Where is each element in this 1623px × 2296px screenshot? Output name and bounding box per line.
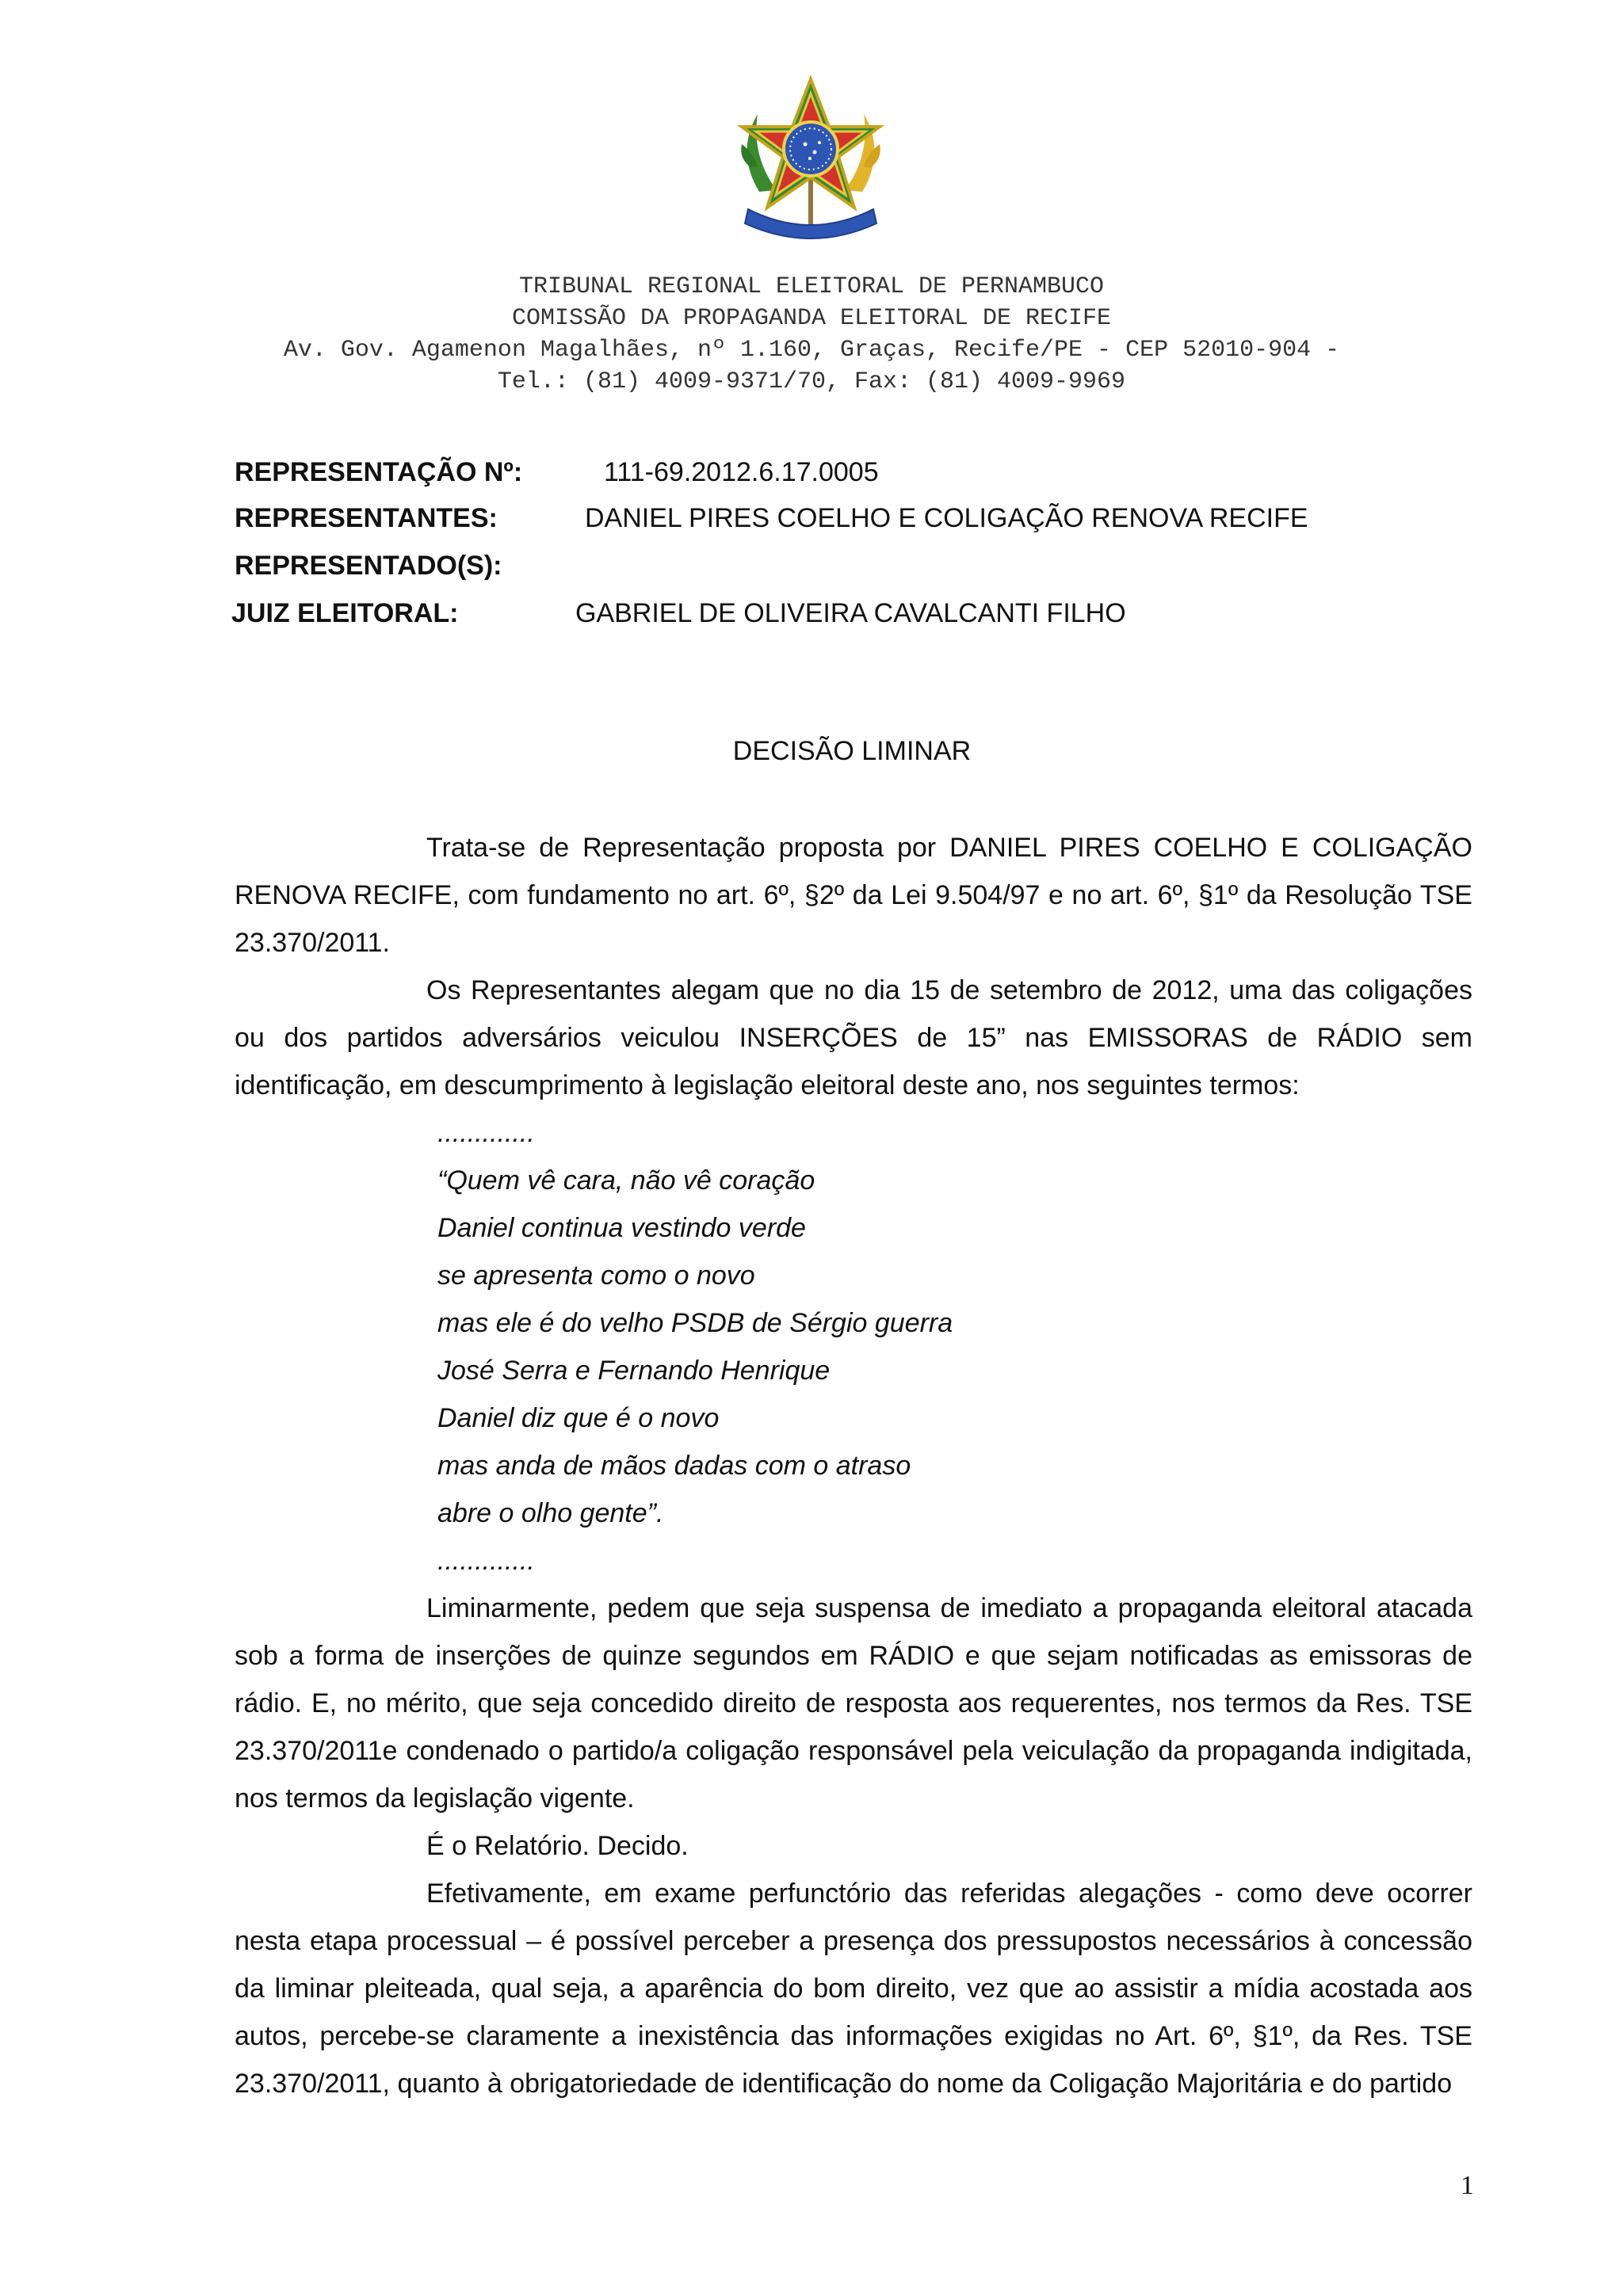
paragraph: Efetivamente, em exame perfunctório das referidas alegações - como deve ocorrer nesta etapa processual – é possível perceber a presença dos pressupostos necessários à concessão da liminar pleiteada, qual seja, a aparência do bom direito, vez que ao assistir a mídia acostada aos autos, percebe-se claramente a inexistência das informações exigidas no Art. 6º, §1º, da Res. TSE 23.370/2011, quanto à obrigatoriedade de identificação do nome da Coligação Majoritária e do partido — [235, 1878, 1472, 2099]
representados-label: REPRESENTADO(S): — [235, 551, 502, 581]
quote-line: se apresenta como o novo — [437, 1261, 755, 1291]
quote-line: ............. — [437, 1546, 535, 1576]
quote-line: mas ele é do velho PSDB de Sérgio guerra — [437, 1308, 953, 1338]
representantes-value: DANIEL PIRES COELHO E COLIGAÇÃO RENOVA RECIFE — [585, 503, 1308, 533]
header-line-2: COMISSÃO DA PROPAGANDA ELEITORAL DE RECIFE — [511, 305, 1112, 332]
representacao-value: 111-69.2012.6.17.0005 — [604, 457, 879, 487]
page-number: 1 — [1461, 2171, 1474, 2200]
quoted-jingle — [235, 1109, 1472, 1585]
representantes-label: REPRESENTANTES: — [235, 503, 498, 533]
paragraph: Liminarmente, pedem que seja suspensa de imediato a propaganda eleitoral atacada sob a forma de inserções de quinze segundos em RÁDIO e que sejam notificadas as emissoras de rádio. E, no mérito, que seja concedido direito de resposta aos requerentes, nos termos da Res. TSE 23.370/2011e condenado o partido/a coligação responsável pela veiculação da propaganda indigitada, nos termos da legislação vigente. — [235, 1593, 1472, 1814]
header-line-3: Av. Gov. Agamenon Magalhães, nº 1.160, Graças, Recife/PE - CEP 52010-904 - — [283, 337, 1340, 364]
paragraph: Os Representantes alegam que no dia 15 de setembro de 2012, uma das coligações ou dos partidos adversários veiculou INSERÇÕES de 15” nas EMISSORAS de RÁDIO sem identificação, em descumprimento à legislação eleitoral deste ano, nos seguintes termos: — [235, 975, 1472, 1100]
document-body — [235, 824, 1472, 2107]
paragraph: É o Relatório. Decido. — [426, 1831, 689, 1861]
paragraph: Trata-se de Representação proposta por DANIEL PIRES COELHO E COLIGAÇÃO RENOVA RECIFE, com fundamento no art. 6º, §2º da Lei 9.504/97 e no art. 6º, §1º da Resolução TSE 23.370/2011. — [235, 833, 1472, 958]
document-title: DECISÃO LIMINAR — [732, 736, 972, 766]
juiz-value: GABRIEL DE OLIVEIRA CAVALCANTI FILHO — [575, 598, 1126, 628]
quote-line: Daniel diz que é o novo — [437, 1403, 720, 1433]
quote-line: Daniel continua vestindo verde — [437, 1213, 806, 1243]
header-line-4: Tel.: (81) 4009-9371/70, Fax: (81) 4009-9969 — [497, 368, 1126, 395]
representacao-label: REPRESENTAÇÃO Nº: — [235, 457, 523, 487]
coat-of-arms-icon — [727, 73, 894, 246]
quote-line: José Serra e Fernando Henrique — [437, 1356, 831, 1386]
quote-line: “Quem vê cara, não vê coração — [437, 1165, 815, 1196]
juiz-label: JUIZ ELEITORAL: — [231, 598, 459, 628]
quote-line: ............. — [437, 1118, 535, 1148]
quote-line: abre o olho gente”. — [437, 1498, 664, 1528]
header-line-1: TRIBUNAL REGIONAL ELEITORAL DE PERNAMBUCO — [518, 273, 1105, 300]
quote-line: mas anda de mãos dadas com o atraso — [437, 1451, 911, 1481]
